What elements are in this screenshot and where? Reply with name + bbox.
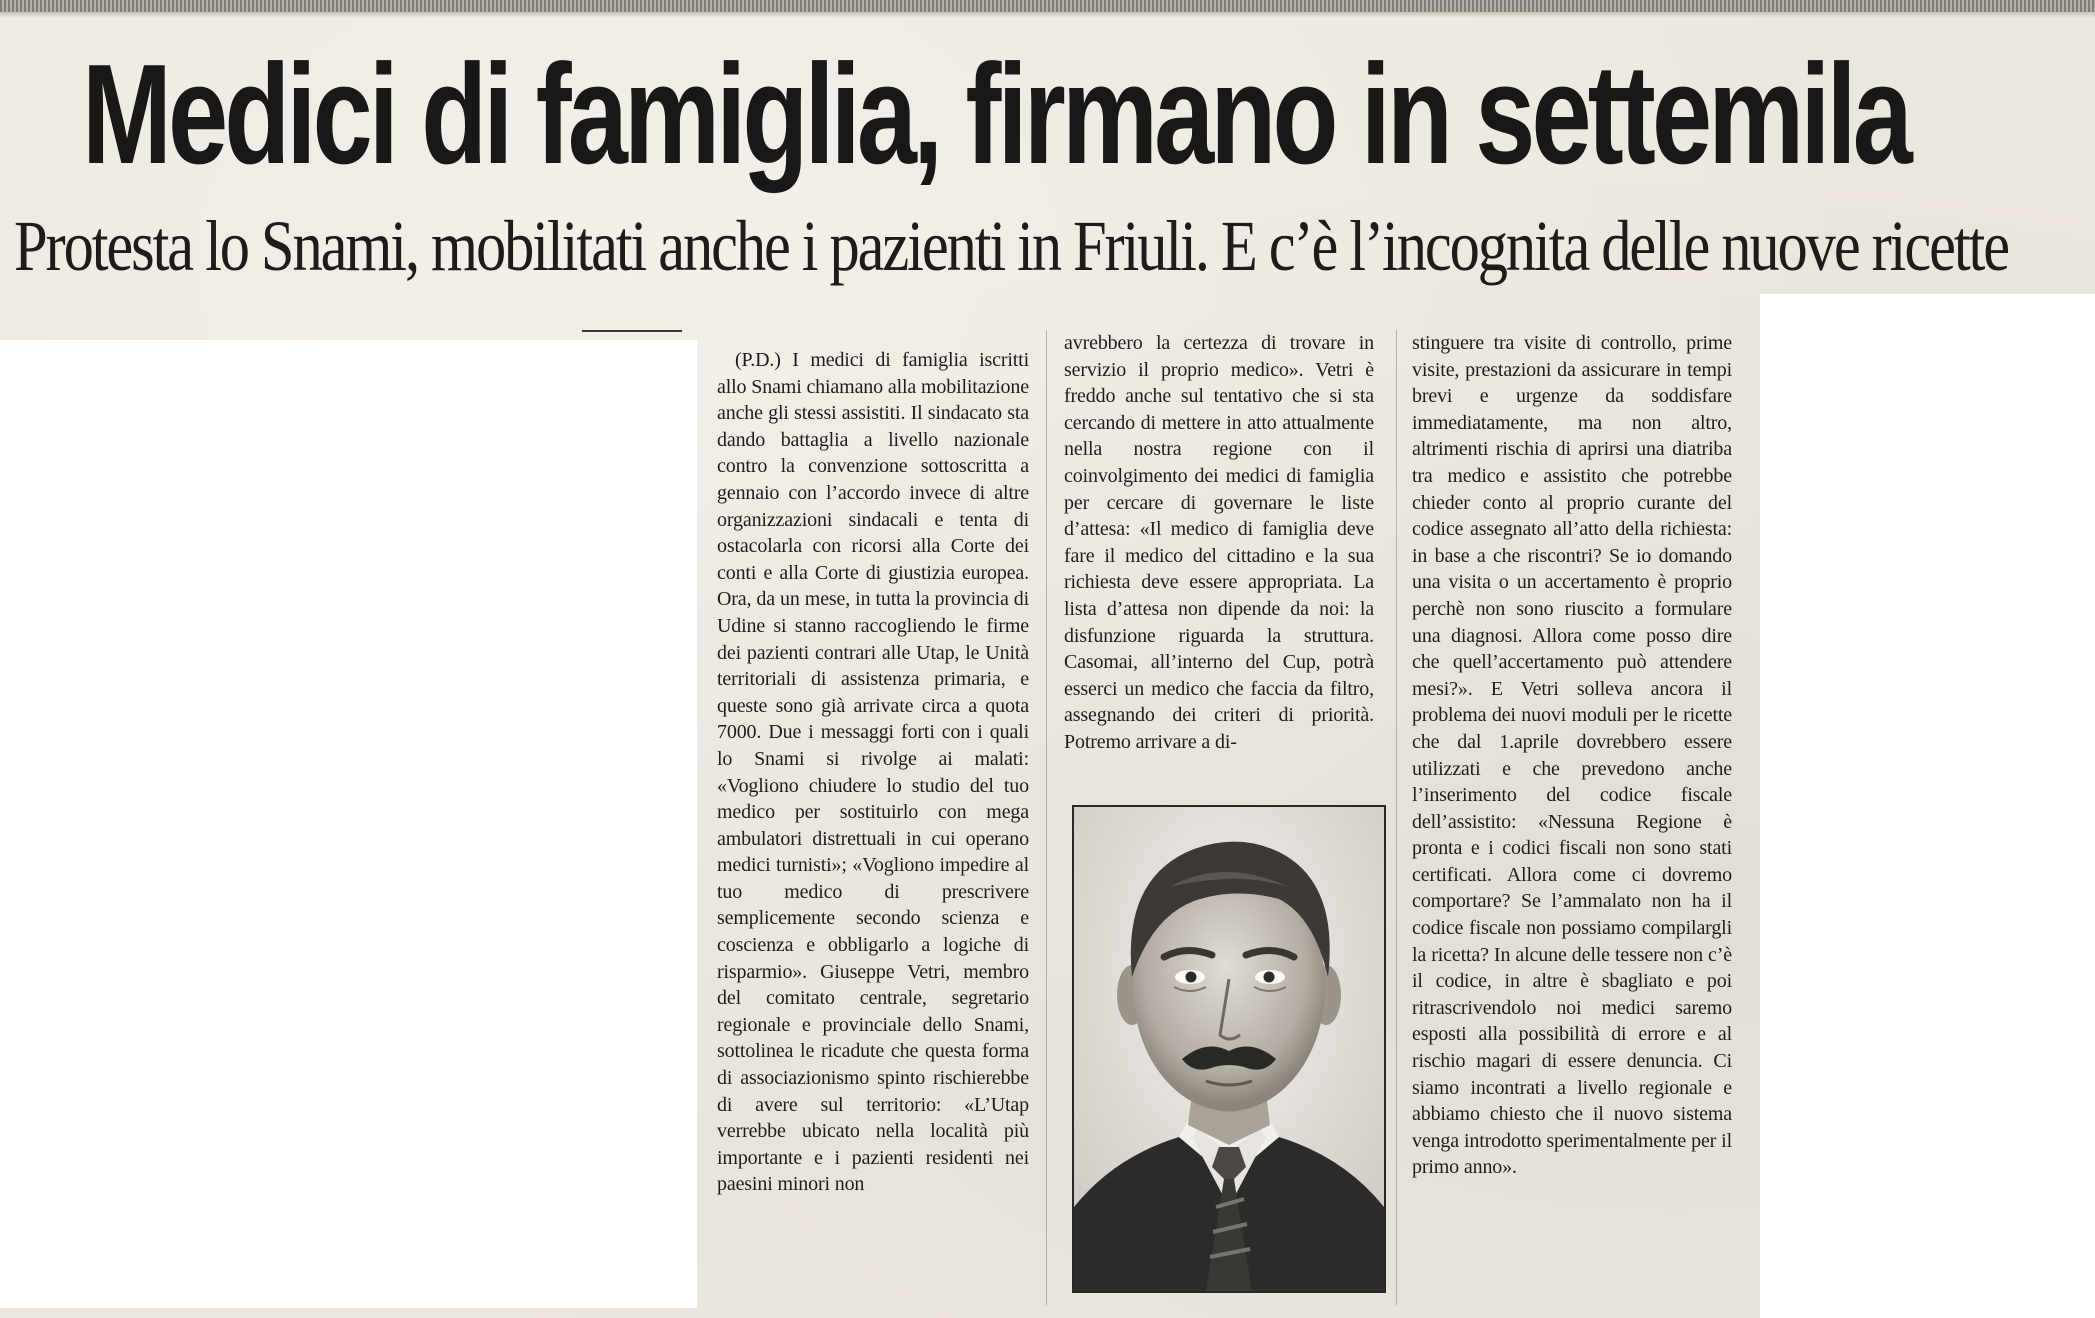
top-border-rule	[0, 0, 2095, 12]
article-column-3: stinguere tra visite di controllo, prime visite, prestazioni da assicurare in tempi brevi e urgenze da soddisfare immediatamente, ma non altro, altrimenti rischia di aprirsi una diatriba tra medico e assistito che potrebbe chieder conto al proprio curante del codice assegnato all’atto della richiesta: in base a che riscontri? Se io domando una visita o un accertamento è proprio perchè non sono riuscito a formulare una diagnosi. Allora come posso dire che quell’accertamento può attendere mesi?». E Vetri solleva ancora il problema dei nuovi moduli per le ricette che dal 1.aprile dovrebbero essere utilizzati e che prevedono anche l’inserimento del codice fiscale dell’assistito: «Nessuna Regione è pronta e i codici fiscali non sono stati certificati. Allora come ci dovremo comportare? Se l’ammalato non ha il codice fiscale non possiamo compilargli la ricetta? In alcune delle tessere non c’è il codice, in altre è sbagliato e poi ritrascrivendolo noi medici saremo esposti alla possibilità di errore e al rischio magari di essere denuncia. Ci siamo incontrati a livello regionale e abbiamo chiesto che il nuovo sistema venga introdotto sperimentalmente per il primo anno».	[1412, 332, 1732, 1179]
column-divider	[1046, 330, 1047, 1305]
article-column-1: (P.D.) I medici di famiglia iscritti allo Snami chiamano alla mobilitazione anche gli stessi assistiti. Il sindacato sta dando battaglia a livello nazionale contro la convenzione sottoscritta a gennaio con l’accordo invece di altre organizzazioni sindacali e tenta di ostacolarla con ricorsi alla Corte dei conti e alla Corte di giustizia europea. Ora, da un mese, in tutta la provincia di Udine si stanno raccogliendo le firme dei pazienti contrari alle Utap, le Unità territoriali di assistenza primaria, e queste sono già arrivate circa a quota 7000. Due i messaggi forti con i quali lo Snami si rivolge ai malati: «Vogliono chiudere lo studio del tuo medico per sostituirlo con mega ambulatori distrettuali in cui operano medici turnisti»; «Vogliono impedire al tuo medico di prescrivere semplicemente secondo scienza e coscienza e obbligarlo a logiche di risparmio». Giuseppe Vetri, membro del comitato centrale, segretario regionale e provinciale dello Snami, sottolinea le ricadute che questa forma di associazionismo spinto rischierebbe di avere sul territorio: «L’Utap verrebbe ubicato nella località più importante e i pazienti residenti nei paesini minori non	[717, 349, 1029, 1196]
blank-area-left	[0, 340, 697, 1308]
byline-rule	[582, 330, 682, 332]
blank-area-right	[1760, 294, 2095, 1318]
column-divider	[1396, 330, 1397, 1305]
top-border-shadow	[0, 12, 2095, 18]
article-column-2: avrebbero la certezza di trovare in servizio il proprio medico». Vetri è freddo anche sul tentativo che si sta cercando di mettere in atto attualmente nella nostra regione con il coinvolgimento dei medici di famiglia per cercare di governare le liste d’attesa: «Il medico di famiglia deve fare il medico del cittadino e la sua richiesta deve essere appropriata. La lista d’attesa non dipende da noi: la disfunzione riguarda la struttura. Casomai, all’interno del Cup, potrà esserci un medico che faccia da filtro, assegnando dei criteri di priorità. Potremo arrivare a di-	[1064, 332, 1374, 753]
portrait-photo	[1072, 805, 1386, 1293]
headline: Medici di famiglia, firmano in settemila	[82, 35, 1909, 194]
portrait-illustration	[1074, 807, 1384, 1291]
subheadline: Protesta lo Snami, mobilitati anche i pazienti in Friuli. E c’è l’incognita delle nuove ricette	[14, 206, 2008, 286]
